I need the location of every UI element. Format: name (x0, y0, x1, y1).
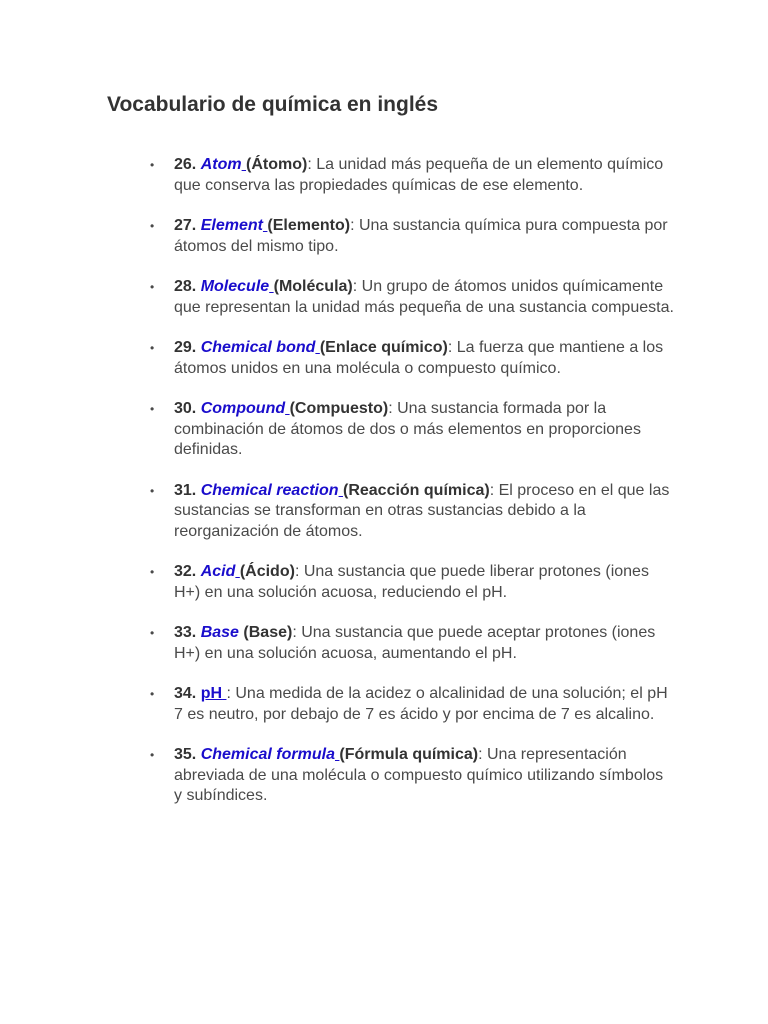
list-item (150, 155, 674, 196)
translation: (Compuesto) (289, 400, 389, 417)
term-link[interactable]: Molecule (200, 278, 270, 295)
translation: (Enlace químico) (319, 339, 448, 356)
item-number: 32. (174, 563, 197, 580)
translation: (Ácido) (239, 563, 295, 580)
item-number: 28. (174, 278, 197, 295)
definition: : La unidad más pequeña de un elemento químico que conserva las propiedades químicas de ese elemento. (174, 156, 664, 194)
translation: (Molécula) (273, 278, 353, 295)
definition: : Una sustancia que puede liberar protones (iones H+) en una solución acuosa, reduciendo el pH. (174, 563, 649, 601)
bullet-icon: • (150, 626, 155, 640)
list-item (150, 684, 674, 725)
item-number: 31. (174, 481, 197, 499)
list-item (150, 623, 674, 664)
translation: (Reacción química) (342, 481, 490, 499)
list-item (150, 481, 674, 543)
definition: : El proceso en el que las sustancias se transforman en otras sustancias debido a la reorganización de átomos. (174, 481, 670, 540)
item-number: 27. (174, 217, 197, 234)
term-link[interactable]: Chemical formula (200, 746, 335, 763)
definition: : Una sustancia química pura compuesta por átomos del mismo tipo. (174, 217, 668, 255)
translation: (Fórmula química) (339, 746, 479, 763)
bullet-icon: • (150, 687, 155, 701)
term-link[interactable]: Base (200, 624, 239, 641)
definition: : Un grupo de átomos unidos químicamente que representan la unidad más pequeña de una sustancia compuesta. (174, 278, 674, 316)
item-number: 29. (174, 339, 197, 356)
translation: (Base) (243, 624, 293, 641)
definition: : Una representación abreviada de una molécula o compuesto químico utilizando símbolos y subíndices. (174, 746, 664, 804)
list-item (150, 338, 674, 379)
page-title: Vocabulario de química en inglés (107, 93, 439, 116)
bullet-icon: • (150, 483, 155, 498)
item-number: 26. (174, 156, 197, 173)
term-link[interactable]: Acid (200, 563, 236, 580)
definition: : Una sustancia que puede aceptar protones (iones H+) en una solución acuosa, aumentando el pH. (174, 624, 656, 662)
bullet-icon: • (150, 748, 155, 762)
bullet-icon: • (150, 219, 155, 233)
definition: : Una medida de la acidez o alcalinidad de una solución; el pH 7 es neutro, por debajo de 7 es ácido y por encima de 7 es alcalino. (174, 685, 668, 723)
bullet-icon: • (150, 565, 155, 579)
bullet-icon: • (150, 280, 155, 294)
translation: (Átomo) (246, 156, 308, 173)
term-link[interactable]: Atom (200, 156, 242, 173)
list-item (150, 562, 674, 603)
term-link[interactable]: pH (200, 685, 223, 702)
list-item (150, 745, 674, 807)
list-item (150, 277, 674, 318)
item-number: 30. (174, 400, 197, 417)
list-item (150, 399, 674, 461)
item-number: 33. (174, 624, 197, 641)
term-link[interactable]: Chemical bond (200, 339, 316, 356)
definition: : La fuerza que mantiene a los átomos unidos en una molécula o compuesto químico. (174, 339, 664, 377)
item-number: 35. (174, 746, 197, 763)
translation: (Elemento) (267, 217, 351, 234)
bullet-icon: • (150, 341, 155, 355)
definition: : Una sustancia formada por la combinación de átomos de dos o más elementos en proporciones definidas. (174, 400, 641, 458)
term-link[interactable]: Compound (200, 400, 286, 417)
vocabulary-list (150, 155, 674, 827)
list-item (150, 216, 674, 257)
term-link[interactable]: Chemical reaction (200, 481, 339, 499)
term-link[interactable]: Element (200, 217, 263, 234)
bullet-icon: • (150, 402, 155, 416)
bullet-icon: • (150, 158, 155, 172)
item-number: 34. (174, 685, 197, 702)
